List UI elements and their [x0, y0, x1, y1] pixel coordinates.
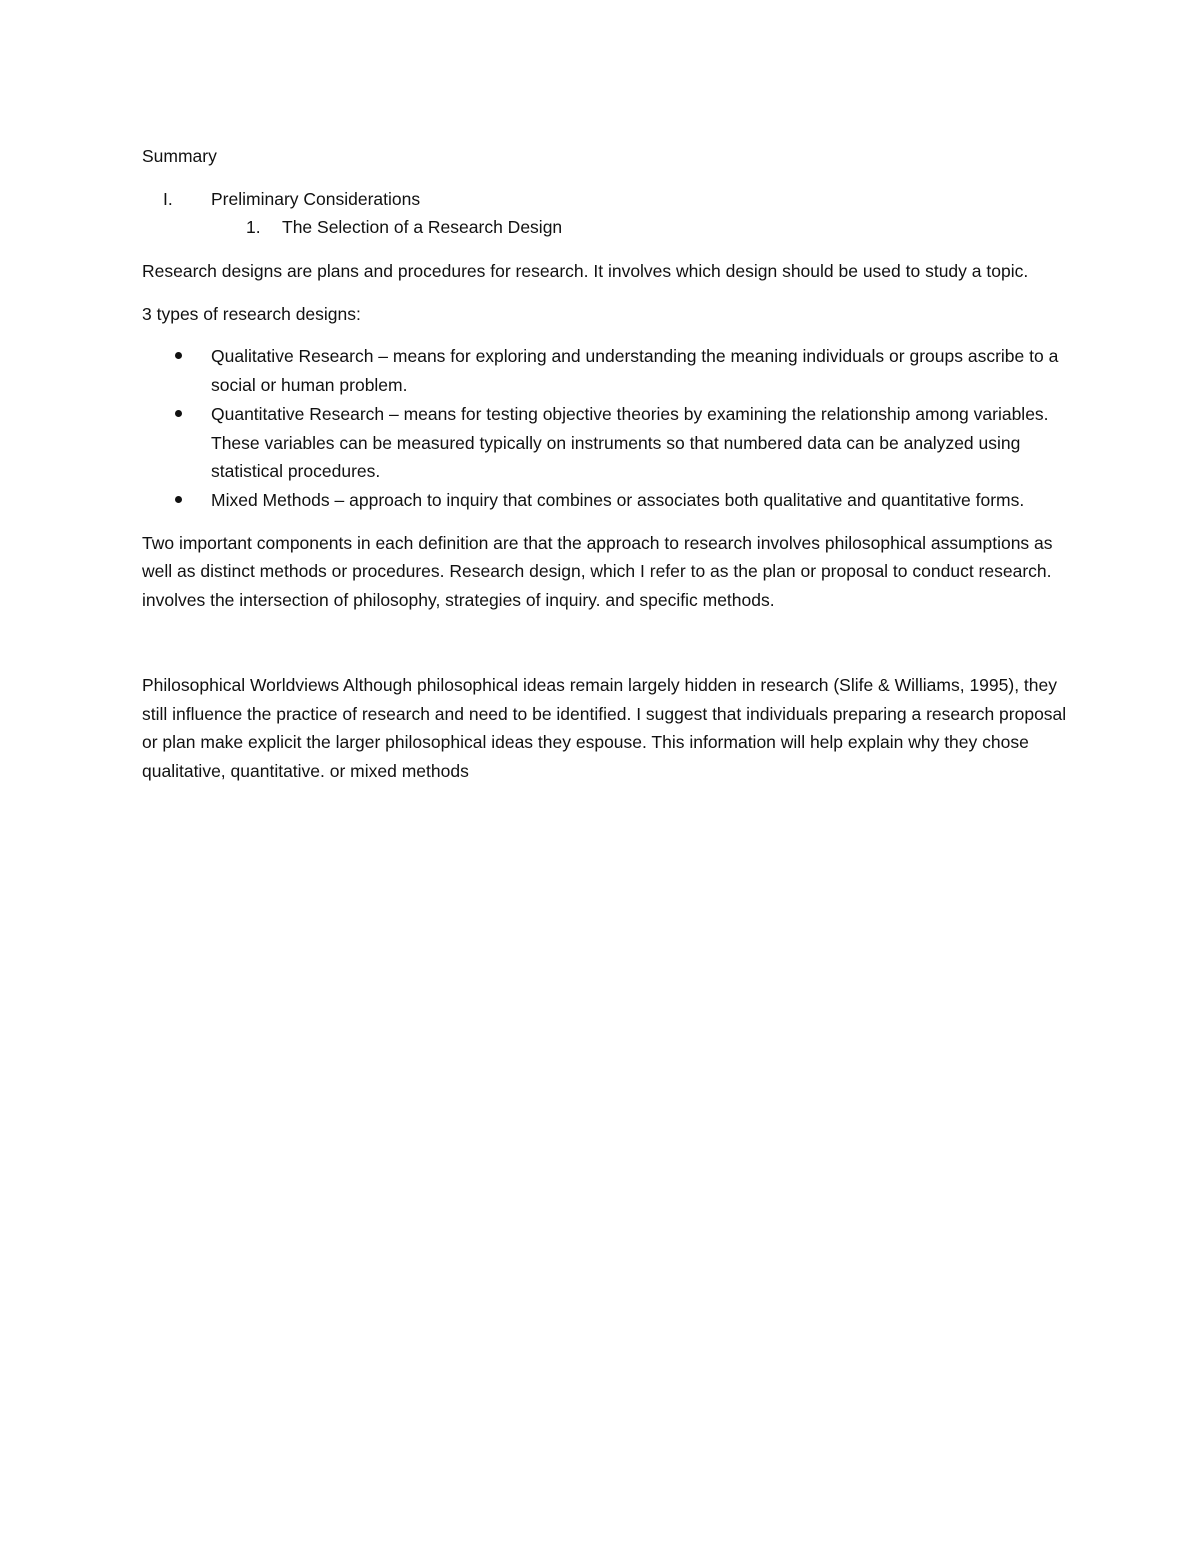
- worldviews-paragraph: Philosophical Worldviews Although philosophical ideas remain largely hidden in research (Slife & Williams, 1995), they still influence the practice of research and need to be identified. I suggest that individuals preparing a research proposal or plan make explicit the larger philosophical ideas they espouse. This information will help explain why they chose qualitative, quantitative. or mixed methods: [142, 674, 1067, 781]
- research-types-list: [142, 342, 1072, 514]
- outline-text: The Selection of a Research Design: [282, 217, 563, 238]
- bullet-icon: [175, 496, 182, 503]
- outline-item-level-2: [142, 213, 1072, 242]
- list-item: [142, 486, 1072, 515]
- components-paragraph: Two important components in each definition are that the approach to research involves philosophical assumptions as well as distinct methods or procedures. Research design, which I refer to as the plan or proposal to conduct research. involves the intersection of philosophy, strategies of inquiry. and specific methods.: [142, 532, 1053, 611]
- types-label: 3 types of research designs:: [142, 303, 361, 324]
- outline-item-level-1: [142, 185, 1072, 214]
- list-item-text: Qualitative Research – means for exploring and understanding the meaning individuals or groups ascribe to a social or human problem.: [211, 346, 1059, 396]
- list-item: [142, 400, 1072, 486]
- document-content: [142, 142, 1072, 800]
- list-item-text: Mixed Methods – approach to inquiry that combines or associates both qualitative and quantitative forms.: [211, 490, 1025, 510]
- list-item-text: Quantitative Research – means for testing objective theories by examining the relationship among variables. These variables can be measured typically on instruments so that numbered data can be analyzed using statistical procedures.: [211, 403, 1049, 482]
- outline-marker: I.: [163, 188, 173, 209]
- outline-marker: 1.: [246, 217, 261, 238]
- list-item: [142, 342, 1072, 399]
- outline-list: [142, 185, 1072, 242]
- outline-text: Preliminary Considerations: [211, 188, 421, 209]
- bullet-icon: [175, 352, 182, 359]
- bullet-icon: [175, 410, 182, 417]
- intro-paragraph: Research designs are plans and procedures for research. It involves which design should be used to study a topic.: [142, 261, 1029, 282]
- document-heading: Summary: [142, 146, 217, 166]
